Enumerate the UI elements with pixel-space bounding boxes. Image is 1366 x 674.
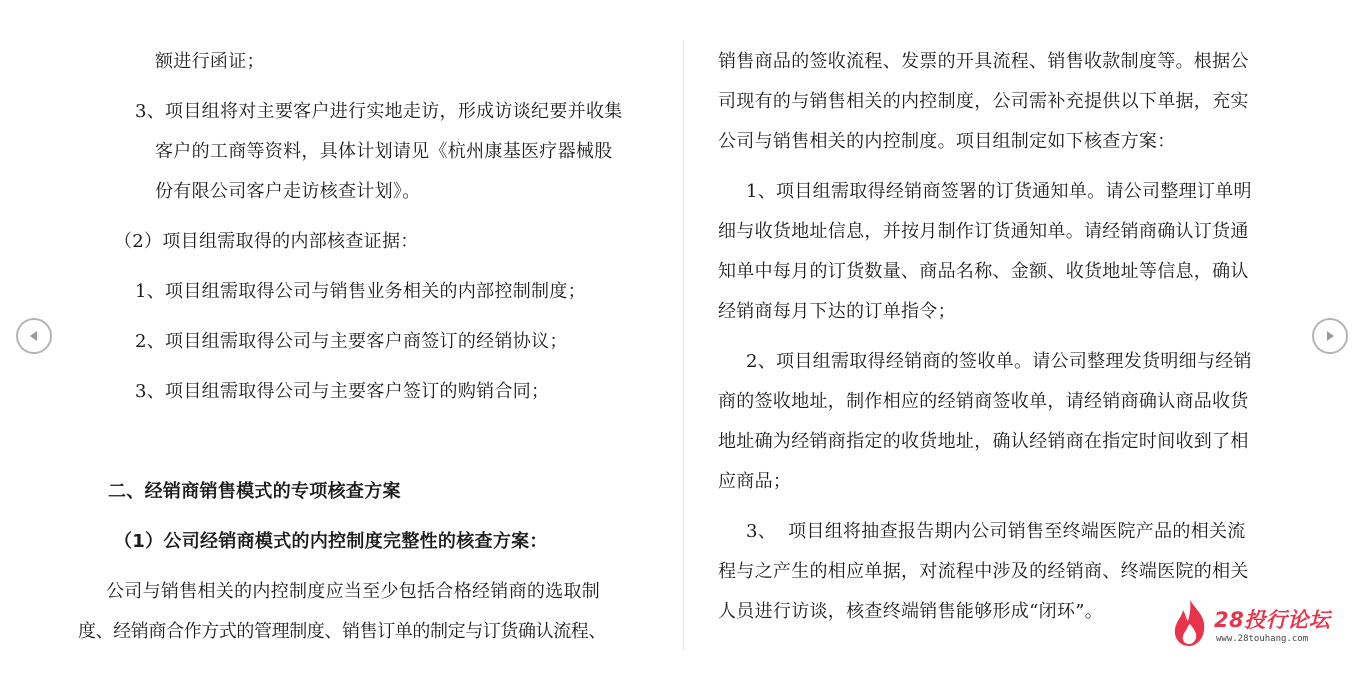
text-line: 3、项目组需取得公司与主要客户签订的购销合同； [135,381,550,402]
subsection-heading: （2）项目组需取得的内部核查证据： [114,231,419,252]
text-line: 商的签收地址，制作相应的经销商签收单，请经销商确认商品收货 [718,391,1249,412]
text-line: 地址确为经销商指定的收货地址，确认经销商在指定时间收到了相 [718,431,1249,452]
page-divider [683,40,684,650]
text-line: 司现有的与销售相关的内控制度，公司需补充提供以下单据，充实 [718,91,1249,112]
text-line: 2、项目组需取得公司与主要客户商签订的经销协议； [135,331,568,352]
flame-icon [1170,598,1210,648]
text-line: 公司与销售相关的内控制度应当至少包括合格经销商的选取制 [106,581,601,602]
right-page [718,0,1290,674]
previous-page-button[interactable] [16,318,52,354]
text-line: 人员进行访谈，核查终端销售能够形成“闭环”。 [718,601,1104,622]
text-line: 客户的工商等资料，具体计划请见《杭州康基医疗器械股 [155,141,613,162]
watermark [1170,598,1350,650]
chevron-right-icon [1322,328,1338,344]
text-line: 销售商品的签收流程、发票的开具流程、销售收款制度等。根据公 [718,51,1249,72]
text-line: 3、 项目组将抽查报告期内公司销售至终端医院产品的相关流 [746,521,1246,542]
text-line: 3、项目组将对主要客户进行实地走访，形成访谈纪要并收集 [135,101,623,122]
section-heading: 二、经销商销售模式的专项核查方案 [108,481,401,502]
text-line: 知单中每月的订货数量、商品名称、金额、收货地址等信息，确认 [718,261,1249,282]
watermark-url: www.28touhang.com [1216,634,1309,644]
text-line: 1、项目组需取得经销商签署的订货通知单。请公司整理订单明 [746,181,1252,202]
text-line: 2、项目组需取得经销商的签收单。请公司整理发货明细与经销 [746,351,1252,372]
text-line: 公司与销售相关的内控制度。项目组制定如下核查方案： [718,131,1176,152]
text-line: 经销商每月下达的订单指令； [718,301,956,322]
left-page [78,0,650,674]
text-line: 份有限公司客户走访核查计划》。 [155,181,421,202]
next-page-button[interactable] [1312,318,1348,354]
text-line: 1、项目组需取得公司与销售业务相关的内部控制制度； [135,281,586,302]
text-line: 度、经销商合作方式的管理制度、销售订单的制定与订货确认流程、 [78,621,606,642]
chevron-left-icon [26,328,42,344]
watermark-brand: 28投行论坛 [1214,608,1331,632]
text-line: 程与之产生的相应单据，对流程中涉及的经销商、终端医院的相关 [718,561,1249,582]
text-line: 应商品； [718,471,792,492]
text-line: 额进行函证； [155,51,265,72]
subsection-heading: （1）公司经销商模式的内控制度完整性的核查方案： [114,531,548,552]
text-line: 细与收货地址信息，并按月制作订货通知单。请经销商确认订货通 [718,221,1249,242]
